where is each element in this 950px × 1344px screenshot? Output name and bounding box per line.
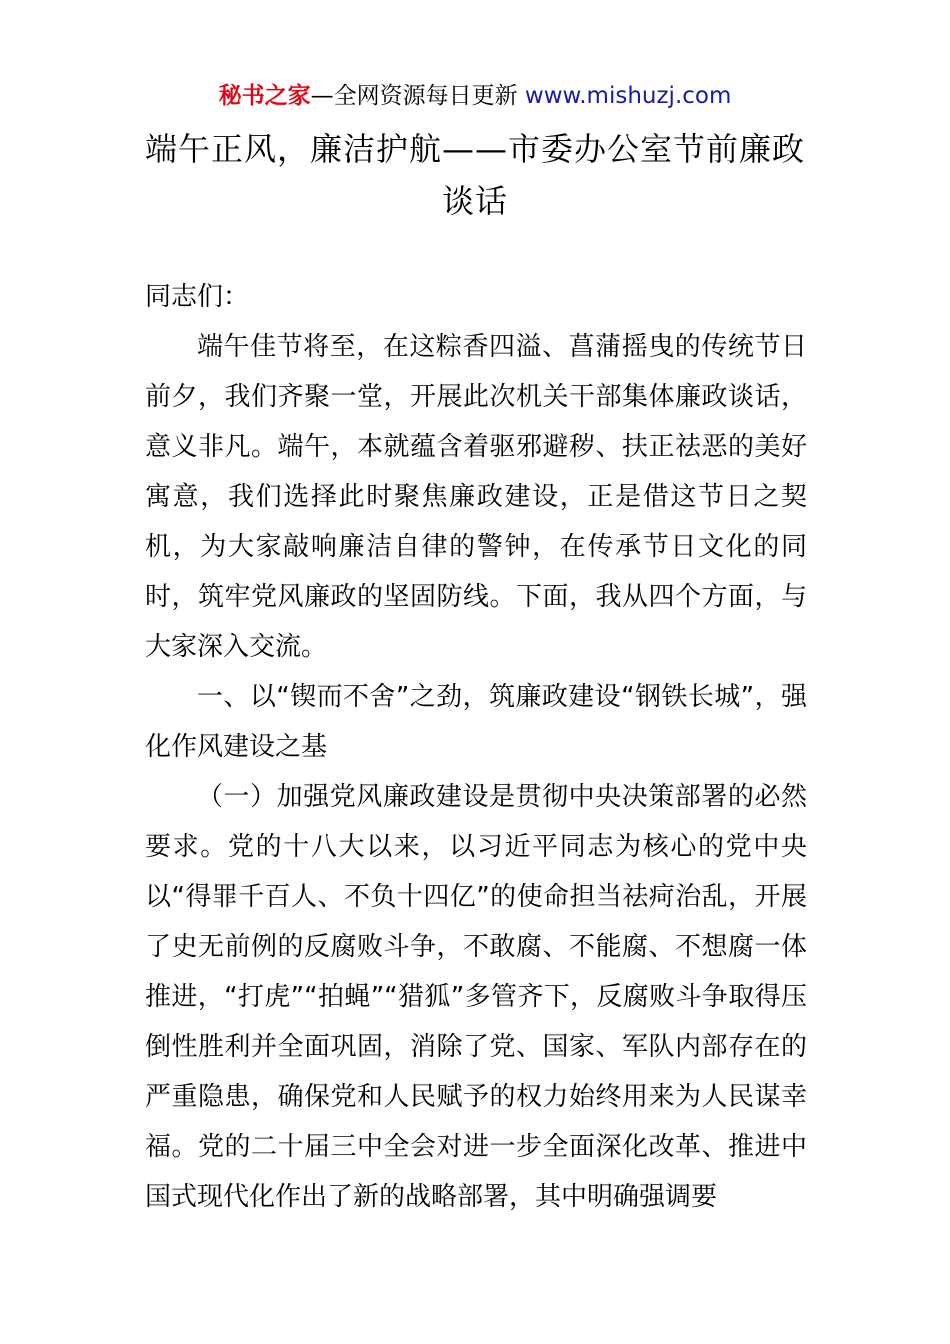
site-brand: 秘书之家	[218, 83, 311, 109]
site-url-link[interactable]: www.mishuzj.com	[524, 83, 732, 109]
section-heading: 一、以“锲而不舍”之劲，筑廉政建设“钢铁长城”，强化作风建设之基	[145, 682, 807, 762]
body-paragraph: （一）加强党风廉政建设是贯彻中央决策部署的必然要求。党的十八大以来，以习近平同志为核心的党中央以“得罪千百人、不负十四亿”的使命担当祛疴治乱，开展了史无前例的反腐败斗争，不敢腐、不能腐、不想腐一体推进，“打虎”“拍蝇”“猎狐”多管齐下，反腐败斗争取得压倒性胜利并全面巩固，消除了党、国家、军队内部存在的严重隐患，确保党和人民赋予的权力始终用来为人民谋幸福。党的二十届三中全会对进一步全面深化改革、推进中国式现代化作出了新的战略部署，其中明确强调要	[145, 782, 807, 1212]
document-body	[145, 272, 807, 1222]
body-paragraph: 端午佳节将至，在这粽香四溢、菖蒲摇曳的传统节日前夕，我们齐聚一堂，开展此次机关干部集体廉政谈话，意义非凡。端午，本就蕴含着驱邪避秽、扶正祛恶的美好寓意，我们选择此时聚焦廉政建设，正是借这节日之契机，为大家敲响廉洁自律的警钟，在传承节日文化的同时，筑牢党风廉政的坚固防线。下面，我从四个方面，与大家深入交流。	[145, 332, 807, 662]
site-header	[0, 80, 950, 112]
document-title: 端午正风，廉洁护航——市委办公室节前廉政谈话	[144, 130, 805, 220]
salutation: 同志们：	[145, 282, 250, 312]
site-tagline: —全网资源每日更新	[310, 83, 518, 109]
